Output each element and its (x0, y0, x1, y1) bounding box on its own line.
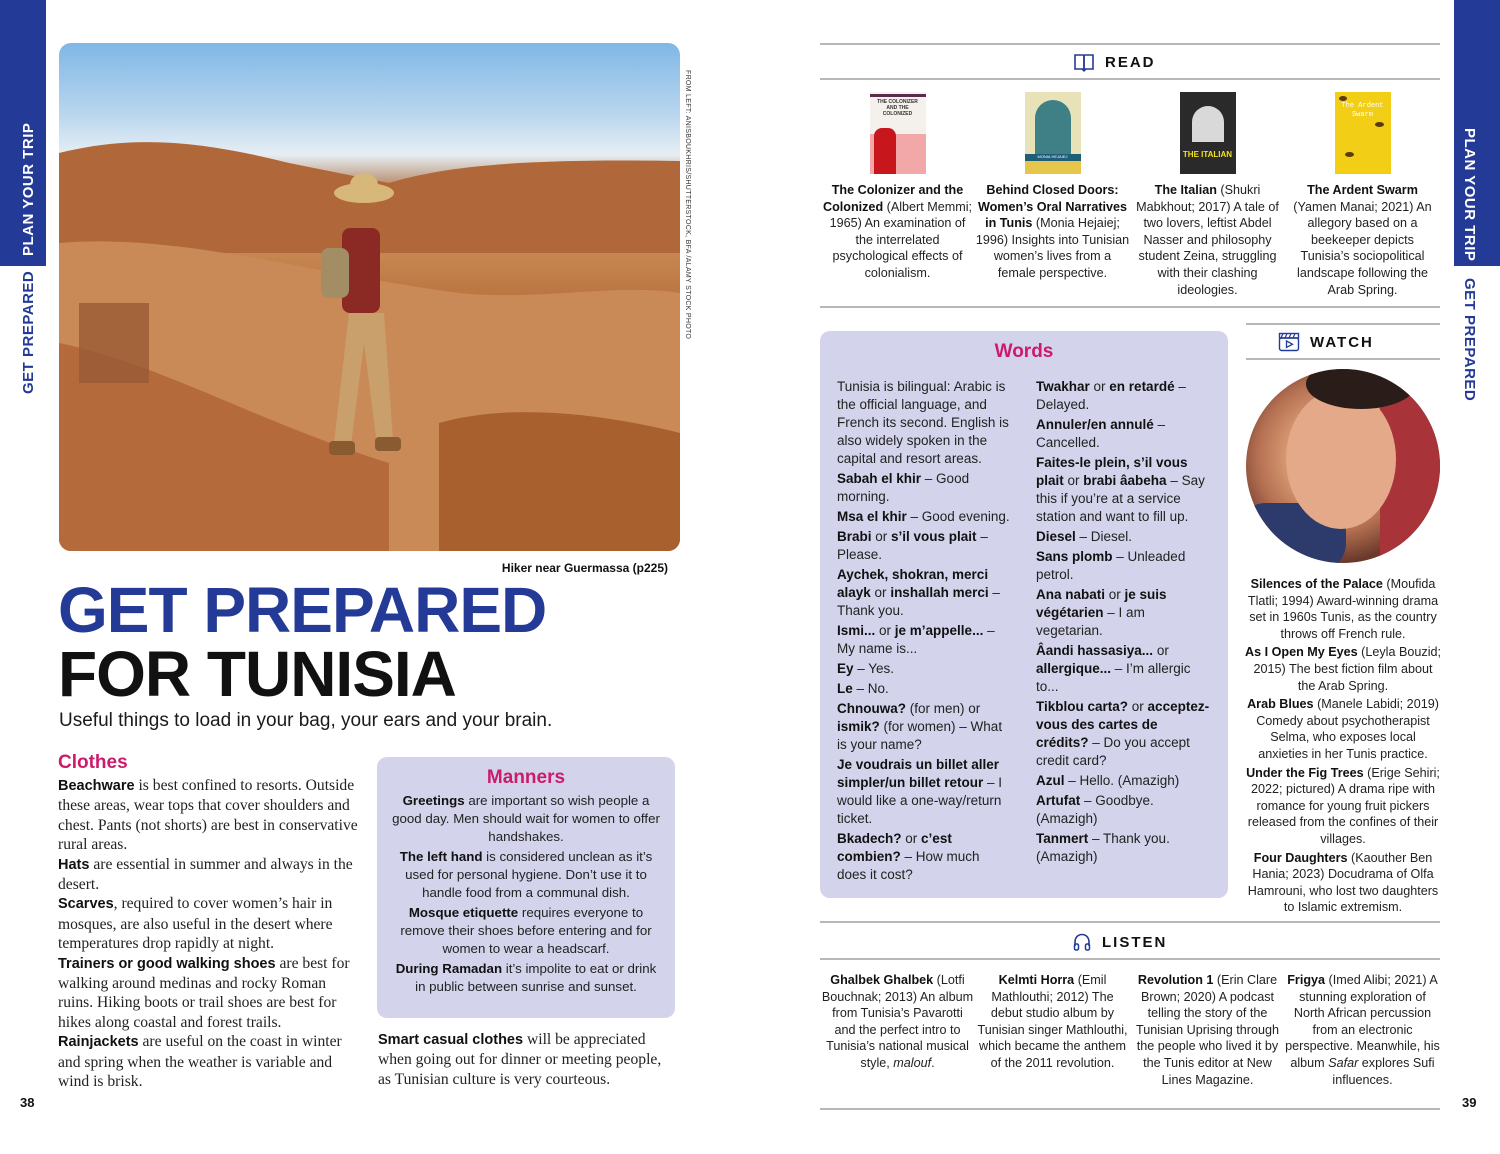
manners-term: Mosque etiquette (408, 905, 519, 920)
watch-label: WATCH (1310, 333, 1374, 351)
cover-title: THE COLONIZER AND THE COLONIZED (877, 99, 918, 117)
phrase-item: Âandi hassasiya... or allergique... – I’m allergic to... (1036, 643, 1191, 694)
listen-header (1072, 932, 1167, 952)
phrase-item: Brabi or s’il vous plait – Please. (837, 529, 988, 562)
manners-box (377, 757, 675, 1018)
book-icon (1073, 52, 1095, 72)
clothes-heading: Clothes (58, 752, 128, 773)
divider (820, 306, 1440, 308)
video-clapper-icon (1278, 332, 1300, 352)
clothes-term: Trainers or good walking shoes (58, 955, 276, 972)
words-intro: Tunisia is bilingual: Arabic is the official language, and French its second. English is also widely spoken in the capital and resort areas. (837, 379, 1009, 466)
clothes-term: Hats (58, 856, 90, 873)
photo-credit: FROM LEFT: ANISBOUKHRIS/SHUTTERSTOCK, BFA /ALAMY STOCK PHOTO (684, 70, 691, 340)
headphones-icon (1072, 932, 1092, 952)
phrase-item: Ismi... or je m’appelle... – My name is... (837, 623, 995, 656)
smart-casual-term: Smart casual clothes (378, 1032, 524, 1048)
words-box (820, 331, 1228, 898)
phrase-item: Tanmert – Thank you. (Amazigh) (1036, 831, 1170, 864)
side-tab-section-label-left: PLAN YOUR TRIP (20, 122, 37, 256)
watch-header (1278, 332, 1374, 352)
manners-item (389, 792, 663, 846)
book-cover-the-italian (1180, 92, 1236, 174)
listen-item: Revolution 1 (Erin Clare Brown; 2020) A podcast telling the story of the Tunisian Uprising through the people who lived it by the Tunis editor at New Lines Magazine. (1135, 973, 1280, 1087)
smart-casual-text: will be appreciated when going out for dinner or meeting people, as Tunisian culture is very courteous. (378, 1031, 662, 1088)
listen-item: Kelmti Horra (Emil Mathlouthi; 2012) The debut studio album by Tunisian singer Mathlouthi, which became the anthem of the 2011 revolution. (977, 973, 1128, 1070)
divider (820, 43, 1440, 45)
clothes-text: are useful on the coast in winter and spring when the weather is variable and wind is brisk. (58, 1033, 342, 1091)
clothes-text: is best confined to resorts. Outside these areas, wear tops that cover shoulders and chest. Pants (not shorts) are best in conservative rural areas. (58, 777, 358, 854)
manners-term: Greetings (402, 793, 465, 808)
phrase-item: Sans plomb – Unleaded petrol. (1036, 549, 1186, 582)
listen-item: Ghalbek Ghalbek (Lotfi Bouchnak; 2013) An album from Tunisia’s Pavarotti and the perfect intro to Tunisia’s national musical style, malouf. (821, 973, 974, 1070)
manners-term: During Ramadan (395, 961, 503, 976)
phrase-item: Diesel – Diesel. (1036, 529, 1133, 544)
manners-text: requires everyone to remove their shoes before entering and for women to wear a headscarf. (400, 905, 652, 956)
clothes-term: Rainjackets (58, 1034, 139, 1051)
listen-label: LISTEN (1102, 933, 1168, 951)
side-tab-section-label-right: PLAN YOUR TRIP (1461, 128, 1478, 262)
manners-text: are important so wish people a good day. Men should wait for women to offer handshakes. (392, 793, 660, 844)
smart-casual-paragraph (378, 1030, 678, 1089)
clothes-section (58, 752, 358, 1092)
book-cover-colonizer (870, 92, 926, 174)
book-item (975, 92, 1130, 298)
book-description (1285, 182, 1440, 298)
book-description (1130, 182, 1285, 298)
phrase-item: Msa el khir – Good evening. (837, 509, 1010, 524)
phrase-item: Tikblou carta? or acceptez-vous des cartes de crédits? – Do you accept credit card? (1036, 699, 1210, 768)
clothes-item (58, 894, 358, 953)
divider (820, 921, 1440, 923)
manners-item (389, 960, 663, 996)
phrase-item: Bkadech? or c’est combien? – How much does it cost? (837, 831, 980, 882)
listen-item: Frigya (Imed Alibi; 2021) A stunning exploration of North African percussion from an electronic perspective. Meanwhile, his album Safar explores Sufi influences. (1285, 973, 1440, 1087)
divider (820, 958, 1440, 960)
page-number-left: 38 (20, 1095, 35, 1110)
book-title: The Colonizer and the Colonized (822, 183, 964, 214)
side-tab-chapter-label-left: GET PREPARED (20, 270, 37, 394)
manners-item (389, 848, 663, 902)
clothes-text: are best for walking around medinas and rocky Roman ruins. Hiking boots or trail shoes are best for hikes along coastal and forest trails. (58, 954, 350, 1031)
film-still-under-the-fig-trees (1246, 369, 1440, 563)
film-item: Silences of the Palace (Moufida Tlatli; 1994) Award-winning drama set in 1960s Tunis, as the country throws off French rule. (1247, 577, 1439, 641)
clothes-item (58, 954, 358, 1033)
clothes-text: are essential in summer and always in the desert. (58, 855, 353, 894)
book-description (820, 182, 975, 282)
desert-landscape-illustration (59, 43, 680, 551)
book-title: The Italian (1154, 183, 1217, 197)
photo-caption: Hiker near Guermassa (p225) (501, 561, 668, 575)
film-item: Arab Blues (Manele Labidi; 2019) Comedy about psychotherapist Selma, who exposes local anxieties in her Tunis practice. (1247, 697, 1439, 761)
film-item: As I Open My Eyes (Leyla Bouzid; 2015) The best fiction film about the Arab Spring. (1245, 645, 1441, 693)
book-details: (Albert Memmi; 1965) An examination of the interrelated psychological effects of colonialism. (829, 199, 973, 280)
cover-title: THE ITALIAN (1182, 150, 1233, 159)
phrase-item: Twakhar or en retardé – Delayed. (1036, 379, 1186, 412)
clothes-text: , required to cover women’s hair in mosques, are also useful in the desert where temperatures drop rapidly at night. (58, 895, 333, 953)
book-details: (Yamen Manai; 2021) An allegory based on a beekeeper depicts Tunisia’s sociopolitical landscape following the Arab Spring. (1293, 199, 1432, 297)
cover-title: The Ardent Swarm (1341, 102, 1384, 119)
phrase-item: Azul – Hello. (Amazigh) (1036, 773, 1180, 788)
words-column-2 (1036, 378, 1211, 886)
phrase-item: Ana nabati or je suis végétarien – I am vegetarian. (1036, 587, 1167, 638)
divider (820, 1108, 1440, 1110)
divider (1246, 323, 1440, 325)
cover-title: MONIA HEJAIEJ (1025, 154, 1081, 161)
phrase-item: Aychek, shokran, merci alayk or inshallah merci – Thank you. (837, 567, 1000, 618)
manners-text: is considered unclean as it’s used for personal hygiene. Don’t use it to handle food from a communal dish. (405, 849, 653, 900)
book-item (1130, 92, 1285, 298)
hero-photo-hiker (59, 43, 680, 551)
phrase-item: Annuler/en annulé – Cancelled. (1036, 417, 1166, 450)
manners-heading: Manners (486, 767, 566, 788)
book-title: The Ardent Swarm (1307, 183, 1418, 197)
phrase-item: Je voudrais un billet aller simpler/un billet retour – I would like a one-way/return ticket. (837, 757, 1003, 826)
book-list (820, 92, 1440, 298)
page-title-line1: GET PREPARED (58, 574, 547, 646)
book-item (1285, 92, 1440, 298)
clothes-term: Beachware (58, 778, 135, 794)
read-label: READ (1105, 53, 1156, 71)
book-cover-ardent-swarm (1335, 92, 1391, 174)
clothes-term: Scarves (58, 896, 114, 913)
book-description (975, 182, 1130, 282)
book-item (820, 92, 975, 298)
manners-term: The left hand (399, 849, 483, 864)
page-number-right: 39 (1462, 1095, 1477, 1110)
manners-item (389, 904, 663, 958)
book-cover-behind-closed-doors (1025, 92, 1081, 174)
words-heading: Words (994, 341, 1054, 362)
words-column-1 (837, 378, 1012, 886)
clothes-item (58, 1032, 358, 1091)
phrase-item: Faites-le plein, s’il vous plait or brabi âabeha – Say this if you’re at a service station and want to fill up. (1036, 455, 1205, 524)
divider (1246, 358, 1440, 360)
watch-list (1244, 576, 1442, 918)
clothes-item (58, 855, 358, 895)
divider (820, 78, 1440, 80)
book-details: (Monia Hejaiej; 1996) Insights into Tunisian women’s lives from a female perspective. (975, 216, 1130, 280)
side-tab-chapter-label-right: GET PREPARED (1461, 278, 1478, 402)
book-details: (Shukri Mabkhout; 2017) A tale of two lovers, leftist Abdel Nasser and philosophy student Zeina, struggling with their clashing ideologies. (1136, 183, 1279, 297)
phrase-item: Chnouwa? (for men) or ismik? (for women) – What is your name? (837, 701, 1003, 752)
page-subtitle: Useful things to load in your bag, your ears and your brain. (59, 710, 553, 731)
manners-text: it’s impolite to eat or drink in public between sunrise and sunset. (415, 961, 657, 994)
film-item: Four Daughters (Kaouther Ben Hania; 2023) Docudrama of Olfa Hamrouni, who lost two daughters to Islamic extremism. (1247, 850, 1439, 915)
listen-list (820, 972, 1440, 1088)
book-title: Behind Closed Doors: Women’s Oral Narratives in Tunis (977, 183, 1128, 231)
page-title-line2: FOR TUNISIA (58, 638, 456, 710)
phrase-item: Artufat – Goodbye. (Amazigh) (1036, 793, 1154, 826)
phrase-item: Ey – Yes. (837, 661, 895, 676)
film-item: Under the Fig Trees (Erige Sehiri; 2022; pictured) A drama ripe with romance for young fruit pickers released from the confines of their villages. (1246, 765, 1440, 846)
phrase-item: Sabah el khir – Good morning. (837, 471, 970, 504)
read-header (1073, 52, 1156, 72)
clothes-item (58, 776, 358, 855)
phrase-item: Le – No. (837, 681, 889, 696)
